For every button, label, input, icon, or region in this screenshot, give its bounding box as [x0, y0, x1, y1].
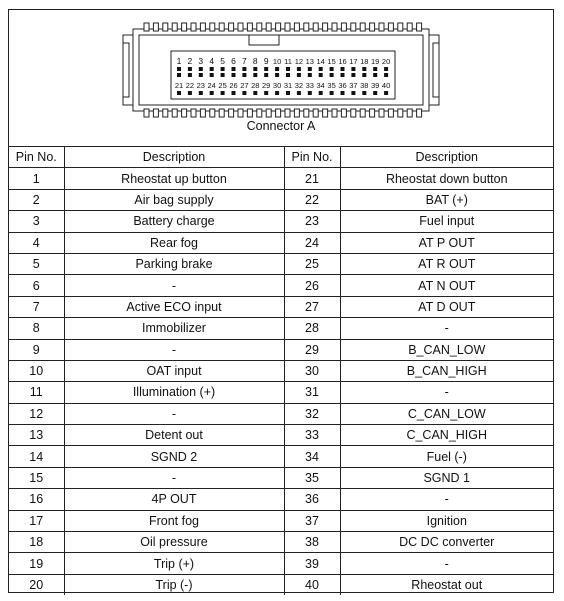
housing-tooth: [153, 109, 158, 117]
pin-contact-top: [297, 67, 301, 71]
pin-latch-bottom: [199, 91, 203, 95]
housing-tooth: [370, 109, 375, 117]
pin-contact-top: [384, 67, 388, 71]
pin-latch-bottom: [362, 91, 366, 95]
pin-number-right: 32: [284, 403, 340, 424]
pin-latch-bottom: [330, 91, 334, 95]
housing-tooth: [304, 23, 309, 31]
housing-tooth: [351, 109, 356, 117]
pin-number-left: 13: [9, 425, 64, 446]
housing-tooth: [285, 109, 290, 117]
pin-contact-top: [308, 67, 312, 71]
pin-description-right: B_CAN_LOW: [340, 339, 553, 360]
pin-description-right: -: [340, 553, 553, 574]
pin-number-right: 39: [284, 553, 340, 574]
pin-label-top: 15: [327, 57, 336, 66]
pin-label-bottom: 25: [218, 81, 227, 90]
pin-description-left: SGND 2: [64, 446, 284, 467]
pin-label-top: 10: [272, 57, 282, 66]
pin-contact-bottom: [373, 73, 377, 77]
pin-number-left: 19: [9, 553, 64, 574]
table-row: [9, 232, 553, 253]
pin-contact-top: [177, 67, 181, 71]
housing-tooth: [144, 109, 149, 117]
pin-description-right: AT D OUT: [340, 296, 553, 317]
pin-contact-bottom: [275, 73, 279, 77]
pin-latch-bottom: [242, 91, 246, 95]
pin-contact-top: [275, 67, 279, 71]
pin-number-left: 15: [9, 467, 64, 488]
housing-tooth: [285, 23, 290, 31]
pin-label-bottom: 39: [371, 81, 380, 90]
housing-tooth: [379, 109, 384, 117]
pin-contact-top: [264, 67, 268, 71]
pin-label-top: 20: [381, 57, 391, 66]
housing-tooth: [323, 109, 328, 117]
connector-a-drawing: [119, 21, 443, 119]
pin-latch-bottom: [373, 91, 377, 95]
table-row: [9, 318, 553, 339]
pin-label-top: 19: [371, 57, 380, 66]
pin-latch-bottom: [384, 91, 388, 95]
pin-contact-bottom: [188, 73, 192, 77]
pin-description-left: -: [64, 339, 284, 360]
pin-latch-bottom: [341, 91, 345, 95]
housing-tooth: [172, 23, 177, 31]
pin-latch-bottom: [177, 91, 181, 95]
pin-contact-top: [210, 67, 214, 71]
pin-description-left: -: [64, 467, 284, 488]
pin-number-left: 9: [9, 339, 64, 360]
pin-description-right: BAT (+): [340, 189, 553, 210]
header-pin-no-right: Pin No.: [284, 147, 340, 168]
housing-tooth: [200, 109, 205, 117]
table-row: [9, 382, 553, 403]
pin-label-bottom: 38: [360, 81, 369, 90]
pin-label-bottom: 37: [349, 81, 358, 90]
table-row: [9, 360, 553, 381]
pin-label-bottom: 34: [316, 81, 325, 90]
pin-contact-bottom: [297, 73, 301, 77]
housing-tooth: [398, 23, 403, 31]
pin-label-bottom: 32: [294, 81, 304, 90]
pin-description-left: Oil pressure: [64, 532, 284, 553]
table-row: [9, 510, 553, 531]
housing-tooth: [360, 109, 365, 117]
pin-description-left: Illumination (+): [64, 382, 284, 403]
pin-latch-bottom: [275, 91, 279, 95]
pin-description-right: Rheostat down button: [340, 168, 553, 189]
pin-number-left: 16: [9, 489, 64, 510]
pin-contact-bottom: [264, 73, 268, 77]
housing-tooth: [266, 109, 271, 117]
pin-contact-bottom: [362, 73, 366, 77]
pin-latch-bottom: [210, 91, 214, 95]
housing-tooth: [313, 23, 318, 31]
keying-notch: [249, 35, 279, 45]
pin-description-right: Fuel (-): [340, 446, 553, 467]
housing-tooth: [153, 23, 158, 31]
pin-label-top: 12: [294, 57, 304, 66]
housing-tooth: [182, 23, 187, 31]
header-pin-no-left: Pin No.: [9, 147, 64, 168]
pin-label-top: 17: [349, 57, 358, 66]
pin-contact-top: [341, 67, 345, 71]
table-row: [9, 467, 553, 488]
pin-contact-top: [330, 67, 334, 71]
pin-number-right: 29: [284, 339, 340, 360]
table-row: [9, 189, 553, 210]
housing-tooth: [219, 109, 224, 117]
pin-number-left: 20: [9, 574, 64, 595]
pin-contact-top: [253, 67, 257, 71]
pin-label-top: 9: [263, 56, 269, 66]
pin-description-left: Battery charge: [64, 211, 284, 232]
pin-number-left: 18: [9, 532, 64, 553]
pin-description-right: AT P OUT: [340, 232, 553, 253]
pin-number-left: 8: [9, 318, 64, 339]
table-row: [9, 296, 553, 317]
housing-tooth: [191, 109, 196, 117]
housing-tooth: [219, 23, 224, 31]
connector-caption: Connector A: [246, 119, 316, 133]
pin-number-right: 22: [284, 189, 340, 210]
housing-tooth: [172, 109, 177, 117]
housing-tooth: [257, 23, 262, 31]
pin-number-left: 14: [9, 446, 64, 467]
pin-number-right: 38: [284, 532, 340, 553]
pin-latch-bottom: [264, 91, 268, 95]
table-row: [9, 574, 553, 595]
pin-number-right: 35: [284, 467, 340, 488]
pin-description-left: Air bag supply: [64, 189, 284, 210]
housing-tooth: [266, 23, 271, 31]
table-row: [9, 446, 553, 467]
pin-label-bottom: 33: [305, 81, 314, 90]
pin-number-right: 25: [284, 253, 340, 274]
pin-number-right: 34: [284, 446, 340, 467]
pin-label-bottom: 21: [174, 81, 184, 90]
housing-tooth: [417, 23, 422, 31]
table-row: [9, 211, 553, 232]
pin-description-right: C_CAN_HIGH: [340, 425, 553, 446]
pin-label-top: 1: [176, 56, 182, 66]
table-row: [9, 403, 553, 424]
pin-contact-bottom: [351, 73, 355, 77]
housing-tooth: [229, 109, 234, 117]
housing-tooth: [341, 23, 346, 31]
pin-label-bottom: 31: [283, 81, 293, 90]
right-bracket: [429, 35, 439, 105]
housing-tooth: [238, 23, 243, 31]
pin-contact-top: [232, 67, 236, 71]
pin-description-left: Rheostat up button: [64, 168, 284, 189]
pin-label-bottom: 27: [240, 81, 249, 90]
pin-contact-bottom: [210, 73, 214, 77]
pin-description-left: Trip (-): [64, 574, 284, 595]
pin-number-left: 7: [9, 296, 64, 317]
pin-number-left: 11: [9, 382, 64, 403]
housing-tooth: [341, 109, 346, 117]
pin-label-bottom: 40: [381, 81, 391, 90]
housing-tooth: [294, 109, 299, 117]
left-bracket: [123, 35, 133, 105]
housing-tooth: [304, 109, 309, 117]
pin-contact-bottom: [330, 73, 334, 77]
housing-tooth: [200, 23, 205, 31]
housing-tooth: [332, 109, 337, 117]
pin-contact-top: [188, 67, 192, 71]
pin-number-right: 30: [284, 360, 340, 381]
pin-contact-bottom: [308, 73, 312, 77]
pin-number-left: 5: [9, 253, 64, 274]
pin-contact-top: [286, 67, 290, 71]
header-description-left: Description: [64, 147, 284, 168]
pin-number-left: 1: [9, 168, 64, 189]
table-row: [9, 339, 553, 360]
pin-latch-bottom: [351, 91, 355, 95]
pin-label-bottom: 29: [262, 81, 271, 90]
housing-tooth: [313, 109, 318, 117]
housing-tooth: [351, 23, 356, 31]
pin-label-bottom: 24: [207, 81, 216, 90]
pin-label-bottom: 28: [251, 81, 260, 90]
table-header-row: [9, 147, 553, 168]
pin-description-left: -: [64, 275, 284, 296]
table-row: [9, 425, 553, 446]
pin-description-left: Immobilizer: [64, 318, 284, 339]
pin-number-left: 12: [9, 403, 64, 424]
pin-number-right: 26: [284, 275, 340, 296]
connector-pinout-sheet: [8, 9, 554, 593]
pin-description-left: 4P OUT: [64, 489, 284, 510]
pin-description-right: Rheostat out: [340, 574, 553, 595]
table-row: [9, 275, 553, 296]
pin-description-left: -: [64, 403, 284, 424]
pin-latch-bottom: [188, 91, 192, 95]
pin-label-top: 11: [284, 57, 292, 66]
pin-description-right: Ignition: [340, 510, 553, 531]
pin-number-right: 23: [284, 211, 340, 232]
housing-tooth: [417, 109, 422, 117]
housing-tooth: [276, 109, 281, 117]
pin-description-right: DC DC converter: [340, 532, 553, 553]
table-row: [9, 253, 553, 274]
housing-tooth: [398, 109, 403, 117]
pin-contact-bottom: [232, 73, 236, 77]
pin-contact-bottom: [199, 73, 203, 77]
pin-contact-bottom: [341, 73, 345, 77]
housing-tooth: [210, 23, 215, 31]
pin-contact-top: [373, 67, 377, 71]
pin-label-bottom: 22: [185, 81, 195, 90]
table-row: [9, 168, 553, 189]
pin-contact-bottom: [253, 73, 257, 77]
housing-tooth: [407, 109, 412, 117]
pin-number-right: 36: [284, 489, 340, 510]
pin-description-right: Fuel input: [340, 211, 553, 232]
pin-description-right: -: [340, 382, 553, 403]
pin-label-top: 4: [209, 56, 215, 66]
housing-tooth: [191, 23, 196, 31]
housing-tooth: [182, 109, 187, 117]
housing-tooth: [360, 23, 365, 31]
housing-tooth: [388, 23, 393, 31]
pin-description-left: Front fog: [64, 510, 284, 531]
pin-contact-bottom: [242, 73, 246, 77]
connector-housing-inner: [139, 35, 423, 105]
pin-latch-bottom: [308, 91, 312, 95]
pin-number-left: 3: [9, 211, 64, 232]
pin-label-bottom: 36: [338, 81, 347, 90]
pin-contact-bottom: [319, 73, 323, 77]
housing-tooth: [388, 109, 393, 117]
pin-description-left: Detent out: [64, 425, 284, 446]
pin-number-right: 37: [284, 510, 340, 531]
pin-number-left: 2: [9, 189, 64, 210]
housing-tooth: [276, 23, 281, 31]
pin-label-top: 8: [252, 56, 258, 66]
housing-tooth: [144, 23, 149, 31]
pin-description-left: Parking brake: [64, 253, 284, 274]
pin-number-right: 24: [284, 232, 340, 253]
pin-number-left: 4: [9, 232, 64, 253]
housing-tooth: [257, 109, 262, 117]
pin-label-top: 2: [187, 56, 193, 66]
pin-latch-bottom: [297, 91, 301, 95]
housing-tooth: [294, 23, 299, 31]
housing-tooth: [210, 109, 215, 117]
pin-latch-bottom: [253, 91, 257, 95]
housing-tooth: [247, 109, 252, 117]
housing-tooth: [163, 23, 168, 31]
pinout-table: [9, 147, 553, 595]
pin-contact-top: [319, 67, 323, 71]
table-row: [9, 553, 553, 574]
housing-tooth: [323, 23, 328, 31]
pin-number-right: 21: [284, 168, 340, 189]
pin-description-left: Rear fog: [64, 232, 284, 253]
housing-tooth: [247, 23, 252, 31]
pin-latch-bottom: [232, 91, 236, 95]
pin-contact-top: [351, 67, 355, 71]
pin-contact-bottom: [384, 73, 388, 77]
pin-number-right: 33: [284, 425, 340, 446]
header-description-right: Description: [340, 147, 553, 168]
pin-contact-top: [199, 67, 203, 71]
housing-tooth: [379, 23, 384, 31]
pin-contact-bottom: [177, 73, 181, 77]
pin-description-left: Trip (+): [64, 553, 284, 574]
table-row: [9, 489, 553, 510]
pin-label-top: 16: [338, 57, 347, 66]
pin-label-bottom: 30: [272, 81, 282, 90]
pin-description-left: OAT input: [64, 360, 284, 381]
pin-contact-top: [242, 67, 246, 71]
pin-contact-bottom: [286, 73, 290, 77]
table-row: [9, 532, 553, 553]
pin-label-bottom: 23: [196, 81, 205, 90]
pin-latch-bottom: [221, 91, 225, 95]
pin-description-right: AT N OUT: [340, 275, 553, 296]
pin-label-top: 14: [316, 57, 325, 66]
pin-number-right: 31: [284, 382, 340, 403]
pin-description-right: AT R OUT: [340, 253, 553, 274]
pin-latch-bottom: [319, 91, 323, 95]
pin-contact-bottom: [221, 73, 225, 77]
connector-figure: [9, 10, 553, 147]
pin-label-top: 13: [305, 57, 314, 66]
pin-label-top: 7: [242, 56, 247, 66]
housing-tooth: [238, 109, 243, 117]
pin-contact-top: [221, 67, 225, 71]
housing-tooth: [407, 23, 412, 31]
housing-tooth: [370, 23, 375, 31]
pin-number-right: 28: [284, 318, 340, 339]
pin-label-top: 6: [231, 56, 236, 66]
pin-number-left: 6: [9, 275, 64, 296]
pin-description-right: SGND 1: [340, 467, 553, 488]
pin-latch-bottom: [286, 91, 290, 95]
pin-number-right: 27: [284, 296, 340, 317]
pin-number-left: 17: [9, 510, 64, 531]
pin-number-left: 10: [9, 360, 64, 381]
housing-tooth: [332, 23, 337, 31]
pin-description-right: -: [340, 318, 553, 339]
pin-label-top: 18: [360, 57, 369, 66]
pin-label-top: 3: [198, 56, 204, 66]
housing-tooth: [229, 23, 234, 31]
pin-contact-top: [362, 67, 366, 71]
pin-label-bottom: 26: [229, 81, 238, 90]
pin-description-right: -: [340, 489, 553, 510]
pin-description-right: B_CAN_HIGH: [340, 360, 553, 381]
pin-description-left: Active ECO input: [64, 296, 284, 317]
pin-number-right: 40: [284, 574, 340, 595]
pin-label-bottom: 35: [327, 81, 336, 90]
pin-description-right: C_CAN_LOW: [340, 403, 553, 424]
pin-label-top: 5: [220, 56, 225, 66]
housing-tooth: [163, 109, 168, 117]
